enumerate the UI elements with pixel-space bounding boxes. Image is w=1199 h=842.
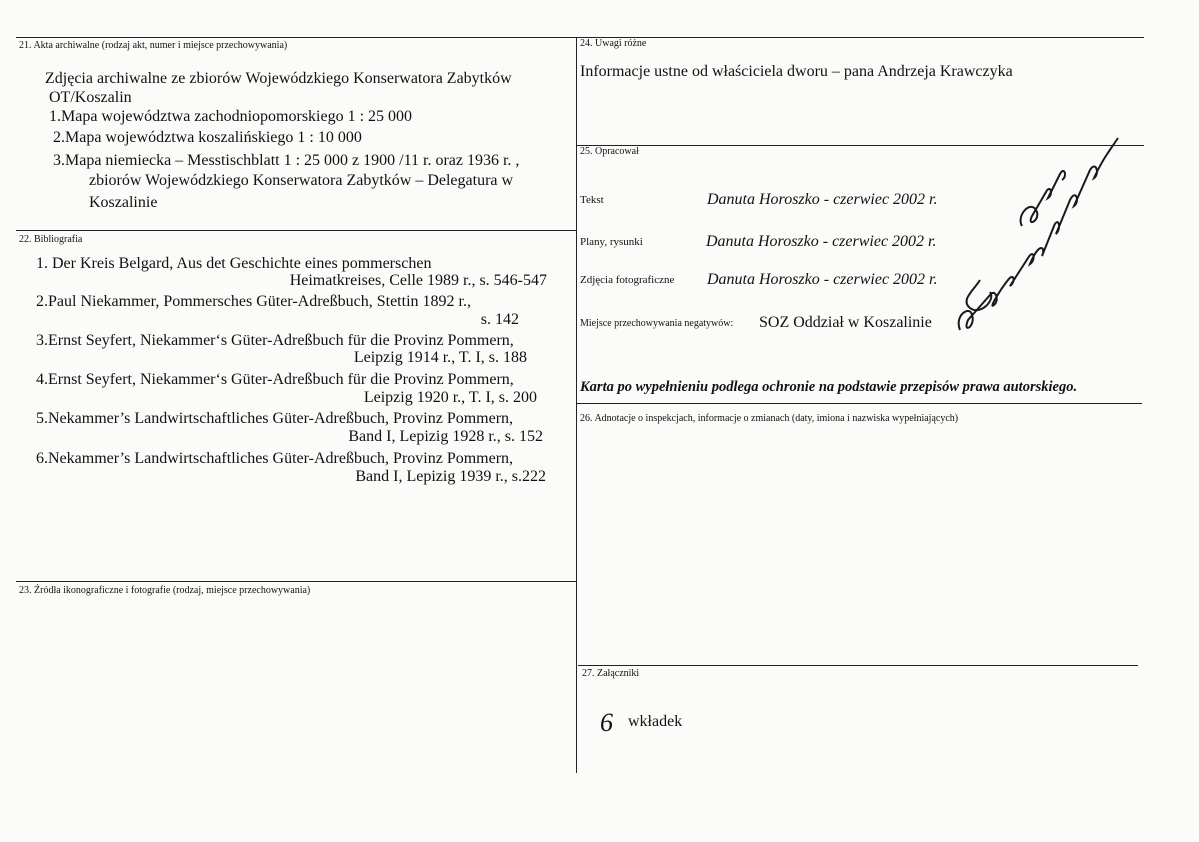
section-21-title: 21. Akta archiwalne (rodzaj akt, numer i miejsce przechowywania) xyxy=(19,40,288,51)
signature-icon xyxy=(950,130,1130,350)
archive-line-4: 2.Mapa województwa koszalińskiego 1 : 10 000 xyxy=(53,129,362,146)
row-photos-label: Zdjęcia fotograficzne xyxy=(580,274,675,286)
section-24-title: 24. Uwagi różne xyxy=(580,38,647,49)
rule-s23 xyxy=(16,581,576,582)
top-rule-right xyxy=(576,37,1144,38)
bibliography-5b: Band I, Lepizig 1928 r., s. 152 xyxy=(348,428,543,445)
archive-line-3: 1.Mapa województwa zachodniopomorskiego 1 : 25 000 xyxy=(49,108,413,125)
row-text-label: Tekst xyxy=(580,194,604,206)
row-plans-value: Danuta Horoszko - czerwiec 2002 r. xyxy=(706,233,937,250)
bibliography-6b: Band I, Lepizig 1939 r., s.222 xyxy=(355,468,546,485)
archive-line-6: zbiorów Wojewódzkiego Konserwatora Zabytków – Delegatura w xyxy=(89,172,514,189)
section-27-title: 27. Załączniki xyxy=(582,668,640,679)
bibliography-5a: 5.Nekammer’s Landwirtschaftliches Güter-Adreßbuch, Provinz Pommern, xyxy=(36,410,514,427)
section-25-title: 25. Opracował xyxy=(580,146,639,157)
bibliography-1a: 1. Der Kreis Belgard, Aus det Geschichte eines pommerschen xyxy=(36,255,432,272)
row-plans-label: Plany, rysunki xyxy=(580,236,643,248)
bibliography-1b: Heimatkreises, Celle 1989 r., s. 546-547 xyxy=(289,272,547,289)
archive-line-7: Koszalinie xyxy=(89,194,158,211)
rule-s26 xyxy=(576,403,1142,404)
section-22-title: 22. Bibliografia xyxy=(19,234,83,245)
row-photos-value: Danuta Horoszko - czerwiec 2002 r. xyxy=(707,271,938,288)
bibliography-2a: 2.Paul Niekammer, Pommersches Güter-Adreßbuch, Stettin 1892 r., xyxy=(36,293,471,310)
bibliography-2b: s. 142 xyxy=(480,311,519,328)
archive-line-5: 3.Mapa niemiecka – Messtischblatt 1 : 25 000 z 1900 /11 r. oraz 1936 r. , xyxy=(53,152,520,169)
copyright-notice: Karta po wypełnieniu podlega ochronie na podstawie przepisów prawa autorskiego. xyxy=(580,379,1078,395)
section-26-title: 26. Adnotacje o inspekcjach, informacje o zmianach (daty, imiona i nazwiska wypełniających) xyxy=(580,413,959,424)
rule-s22 xyxy=(16,230,576,231)
row-text-value: Danuta Horoszko - czerwiec 2002 r. xyxy=(707,191,938,208)
column-divider xyxy=(576,37,577,773)
bibliography-4b: Leipzig 1920 r., T. I, s. 200 xyxy=(363,389,537,406)
negatives-label: Miejsce przechowywania negatywów: xyxy=(580,318,734,329)
top-rule-left xyxy=(16,37,576,38)
section-23-title: 23. Źródła ikonograficzne i fotografie (rodzaj, miejsce przechowywania) xyxy=(19,585,311,596)
rule-s27 xyxy=(578,665,1138,666)
bibliography-3a: 3.Ernst Seyfert, Niekammer‘s Güter-Adreßbuch für die Provinz Pommern, xyxy=(36,332,514,349)
bibliography-6a: 6.Nekammer’s Landwirtschaftliches Güter-Adreßbuch, Provinz Pommern, xyxy=(36,450,514,467)
remarks-text: Informacje ustne od właściciela dworu – pana Andrzeja Krawczyka xyxy=(580,63,1013,80)
negatives-value: SOZ Oddział w Koszalinie xyxy=(759,314,932,331)
archive-line-1: Zdjęcia archiwalne ze zbiorów Wojewódzkiego Konserwatora Zabytków xyxy=(45,70,512,87)
attachments-count: 6 xyxy=(600,708,613,737)
bibliography-3b: Leipzig 1914 r., T. I, s. 188 xyxy=(353,349,527,366)
archive-line-2: OT/Koszalin xyxy=(49,89,132,106)
attachments-text: wkładek xyxy=(628,713,683,730)
bibliography-4a: 4.Ernst Seyfert, Niekammer‘s Güter-Adreßbuch für die Provinz Pommern, xyxy=(36,371,514,388)
